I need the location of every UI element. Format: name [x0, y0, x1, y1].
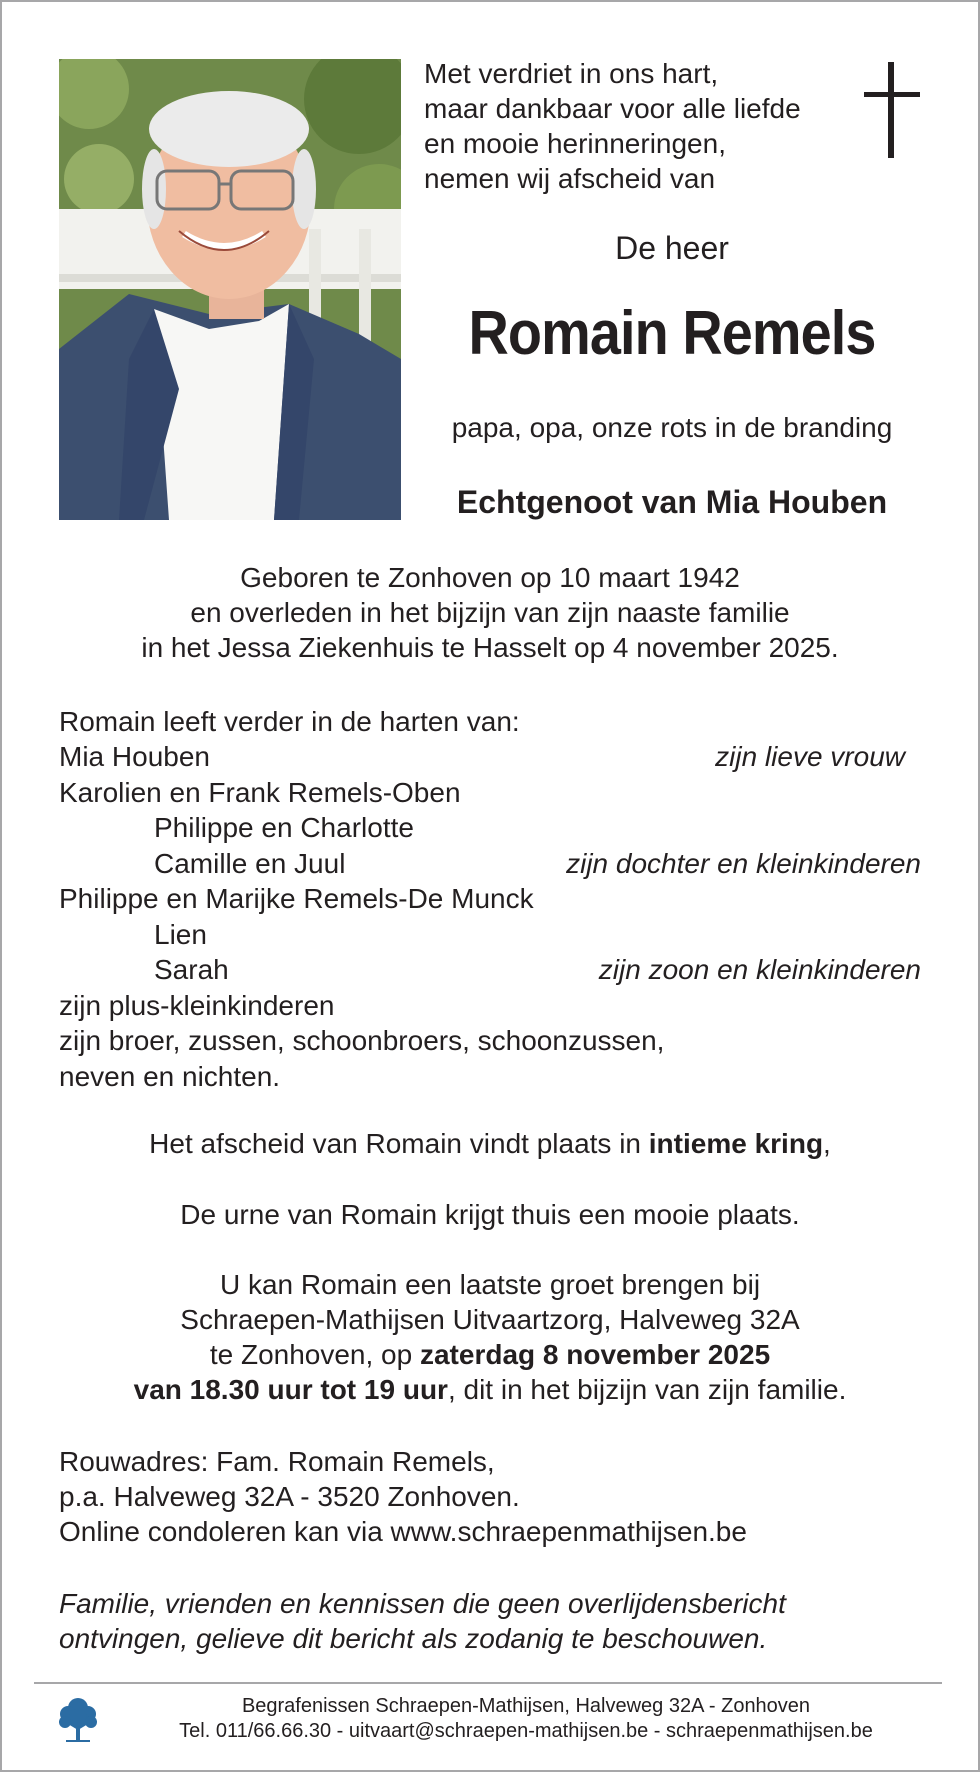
cross-icon [864, 62, 920, 163]
visitation-details [40, 1267, 940, 1407]
visit-line3-text: te Zonhoven, op [209, 1339, 420, 1370]
visit-line [40, 1337, 940, 1372]
intro-line: nemen wij afscheid van [424, 163, 716, 194]
intro-text [424, 56, 801, 196]
footer-line: Tel. 011/66.66.30 - uitvaart@schraepen-mathijsen.be - schraepenmathijsen.be [179, 1720, 873, 1742]
visit-date: zaterdag 8 november 2025 [419, 1339, 771, 1370]
visit-line: Schraepen-Mathijsen Uitvaartzorg, Halveweg 32A [180, 1304, 800, 1335]
family-member: zijn plus-kleinkinderen [59, 989, 335, 1021]
urn-notice: De urne van Romain krijgt thuis een mooie plaats. [180, 1199, 800, 1230]
family-member: zijn broer, zussen, schoonbroers, schoonzussen, [59, 1025, 665, 1056]
deceased-name: Romain Remels [468, 299, 876, 368]
footer-divider [34, 1682, 942, 1684]
birth-details [40, 560, 940, 665]
intro-line: Met verdriet in ons hart, [424, 58, 719, 89]
address-line: p.a. Halveweg 32A - 3520 Zonhoven. [59, 1481, 520, 1512]
notice-line: Familie, vrienden en kennissen die geen overlijdensbericht [59, 1588, 786, 1619]
subtitle: papa, opa, onze rots in de branding [451, 412, 893, 443]
family-relation: zijn zoon en kleinkinderen [598, 954, 921, 985]
family-row [59, 952, 921, 988]
intro-line: maar dankbaar voor alle liefde [424, 93, 801, 124]
family-list [59, 739, 921, 1094]
family-member: Lien [154, 918, 207, 950]
birth-line: Geboren te Zonhoven op 10 maart 1942 [240, 562, 740, 593]
birth-line: in het Jessa Ziekenhuis te Hasselt op 4 november 2025. [141, 632, 839, 663]
tree-icon [58, 1694, 98, 1751]
family-row [59, 846, 921, 882]
spouse-line: Echtgenoot van Mia Houben [456, 484, 888, 520]
notice-text [59, 1586, 786, 1656]
farewell-tail: , [823, 1128, 831, 1159]
family-member: Philippe en Charlotte [154, 812, 414, 843]
family-member: Karolien en Frank Remels-Oben [59, 776, 461, 808]
family-member: Sarah [154, 954, 229, 985]
farewell-notice [40, 1126, 940, 1161]
family-member: Camille en Juul [154, 847, 346, 879]
visit-time: van 18.30 uur tot 19 uur [133, 1374, 448, 1405]
notice-line: ontvingen, gelieve dit bericht als zodanig te beschouwen. [59, 1623, 768, 1654]
family-row [59, 917, 921, 953]
family-member: neven en nichten. [59, 1060, 281, 1092]
intro-line: en mooie herinneringen, [424, 128, 726, 159]
family-row [59, 775, 921, 811]
visit-line [40, 1372, 940, 1407]
visit-line4-text: , dit in het bijzijn van zijn familie. [447, 1374, 847, 1405]
address-line: Rouwadres: Fam. Romain Remels, [59, 1446, 495, 1477]
family-row [59, 1023, 921, 1059]
title-prefix: De heer [615, 230, 729, 266]
footer-line: Begrafenissen Schraepen-Mathijsen, Halveweg 32A - Zonhoven [241, 1695, 811, 1717]
family-heading: Romain leeft verder in de harten van: [59, 706, 520, 737]
footer-text [96, 1694, 956, 1744]
family-relation: zijn lieve vrouw [715, 741, 905, 772]
family-row [59, 810, 921, 846]
family-row [59, 739, 921, 775]
portrait-photo [59, 59, 401, 520]
family-member: Philippe en Marijke Remels-De Munck [59, 883, 534, 914]
farewell-bold: intieme kring [648, 1128, 824, 1159]
family-row [59, 881, 921, 917]
family-relation: zijn dochter en kleinkinderen [566, 847, 921, 879]
address-line: Online condoleren kan via www.schraepenmathijsen.be [59, 1516, 747, 1547]
family-row [59, 1059, 921, 1095]
visit-line: U kan Romain een laatste groet brengen bij [219, 1269, 761, 1300]
address-block [59, 1444, 747, 1549]
family-row [59, 988, 921, 1024]
family-member: Mia Houben [59, 741, 210, 772]
birth-line: en overleden in het bijzijn van zijn naaste familie [190, 597, 790, 628]
farewell-text: Het afscheid van Romain vindt plaats in [149, 1128, 649, 1159]
